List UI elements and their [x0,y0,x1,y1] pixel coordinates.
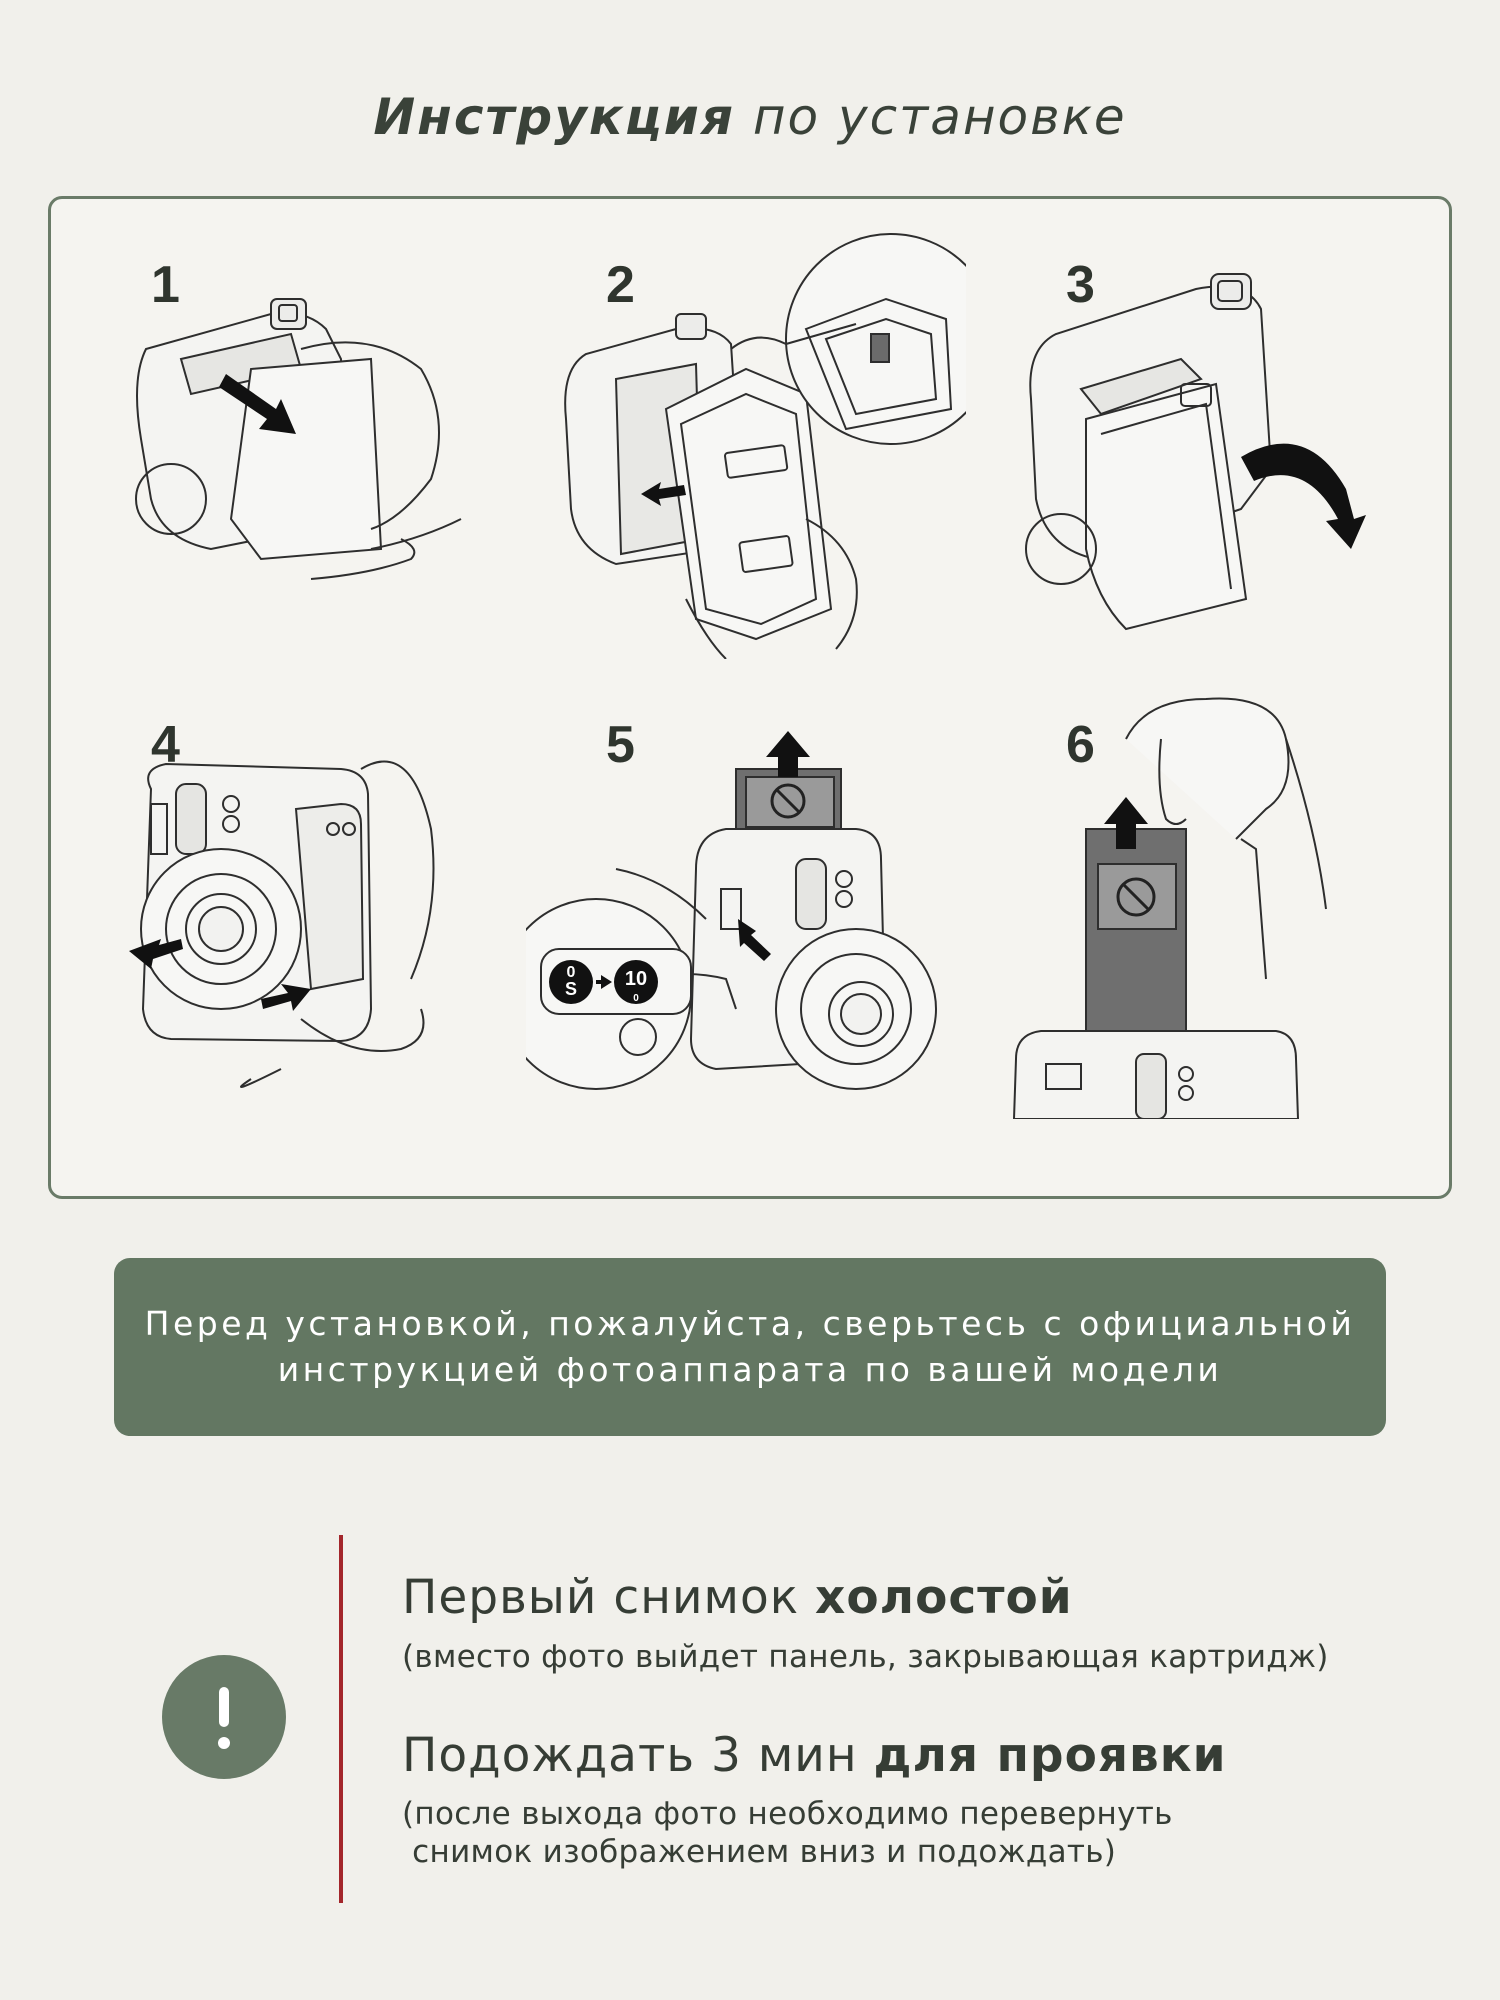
tip-first-title-bold: холостой [815,1570,1073,1625]
step-number: 2 [606,256,635,314]
step-6 [986,679,1426,1119]
camera-power-on-illustration [71,679,511,1119]
step-4 [71,679,511,1119]
counter-from-bottom: S [564,979,578,999]
step-number: 5 [606,716,635,774]
tip-develop-note [402,1795,1173,1871]
tip-develop-title [402,1728,1227,1783]
steps-frame [48,196,1452,1199]
title-bold: Инструкция [373,88,735,146]
tip-develop-sub-1: (после выхода фото необходимо перевернуть [402,1796,1173,1832]
tip-first-note [402,1638,1329,1676]
counter-to-top: 10 [624,968,648,990]
step-3 [986,219,1426,659]
notice-line-1: Перед установкой, пожалуйста, сверьтесь с официальной [144,1304,1356,1343]
arrow-icon [1241,444,1366,549]
camera-insert-cartridge-illustration [526,219,966,659]
counter-to-bottom: 0 [633,993,639,1004]
remove-panel-illustration [986,679,1426,1119]
tip-develop-title-normal: Подождать 3 мин [402,1728,874,1783]
tip-first-shot [402,1570,1073,1625]
red-divider [339,1535,343,1903]
camera-eject-panel-illustration [526,679,966,1119]
tip-first-sub: (вместо фото выйдет панель, закрывающая картридж) [402,1639,1329,1675]
tip-develop [402,1728,1227,1783]
consult-manual-notice [114,1258,1386,1436]
tip-develop-sub-2: снимок изображением вниз и подождать) [402,1834,1117,1870]
exclamation-icon [162,1655,286,1779]
step-number: 3 [1066,256,1095,314]
step-1 [71,219,511,659]
counter-from-top: 0 [566,964,576,981]
tip-develop-title-bold: для проявки [873,1728,1227,1783]
camera-close-back-illustration [986,219,1426,659]
camera-open-back-illustration [71,219,511,659]
tip-first-title-normal: Первый снимок [402,1570,816,1625]
notice-line-2: инструкцией фотоаппарата по вашей модели [277,1350,1223,1389]
step-number: 6 [1066,716,1095,774]
step-number: 1 [151,256,180,314]
page-title [0,88,1500,146]
step-5 [526,679,966,1119]
step-number: 4 [151,716,180,774]
tip-first-title [402,1570,1073,1625]
step-2 [526,219,966,659]
title-rest: по установке [734,88,1127,146]
